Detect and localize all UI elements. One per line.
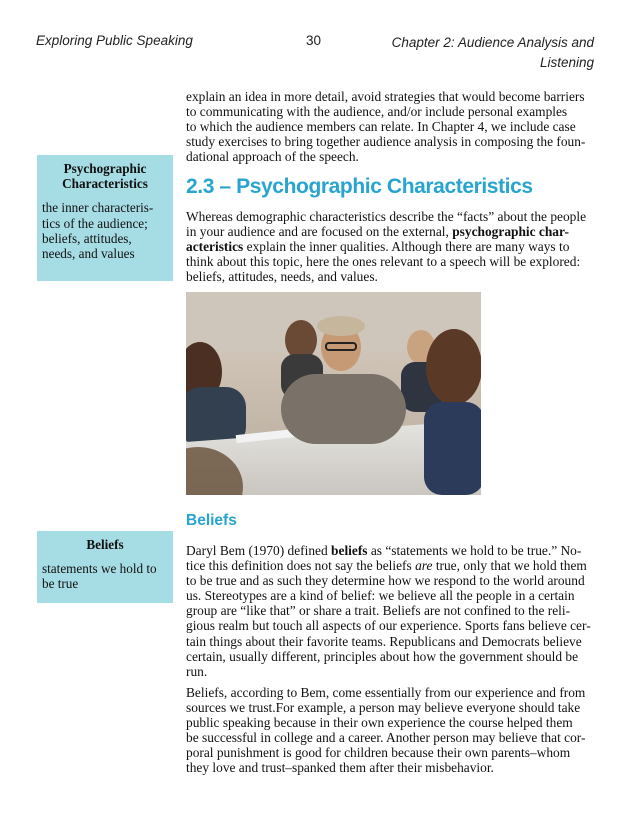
running-header-chapter: [374, 33, 594, 73]
classroom-photo: [186, 292, 481, 495]
text-span: in your audience and are focused on the external,: [186, 224, 449, 240]
text-line: explain an idea in more detail, avoid strategies that would become barriers: [186, 89, 585, 104]
text-line: [186, 239, 594, 254]
section-heading: 2.3 – Psychographic Characteristics: [186, 175, 533, 198]
running-header-book-title: Exploring Public Speaking: [36, 33, 193, 48]
sidebar-definition: [42, 200, 168, 261]
text-span: Daryl Bem (1970) defined: [186, 543, 328, 558]
italic-word: are: [415, 558, 433, 574]
text-line: dational approach of the speech.: [186, 149, 359, 165]
chapter-line-1: Chapter 2: Audience Analysis and: [391, 35, 594, 50]
text-line: group are “like that” or share a trait. Beliefs are not confined to the reli-: [186, 603, 571, 619]
page-number: 30: [306, 33, 322, 48]
text-line: sources we trust.For example, a person may believe everyone should take: [186, 700, 581, 716]
text-line: poral punishment is good for children because their own parents–whom: [186, 745, 571, 761]
text-line: run.: [186, 663, 208, 679]
text-line: to which the audience members can relate. In Chapter 4, we include case: [186, 119, 576, 135]
beliefs-paragraph-1: [186, 543, 594, 679]
text-line: they love and trust–spanked them after their misbehavior.: [186, 760, 494, 776]
text-span: explain the inner qualities. Although there are many ways to: [246, 239, 570, 255]
text-line: us. Stereotypes are a kind of belief: we believe all the people in a certain: [186, 588, 575, 604]
def-line: beliefs, attitudes,: [42, 230, 132, 246]
def-line: the inner characteris-: [42, 200, 154, 216]
def-line: statements we hold to: [42, 561, 157, 577]
sidebar-term-line: Psychographic: [63, 161, 147, 176]
text-line: certain, usually different, principles about how the government should be: [186, 648, 579, 664]
sidebar-definition: [42, 561, 168, 591]
text-line: think about this topic, here the ones relevant to a speech will be explored:: [186, 254, 581, 270]
sidebar-definition-psychographic: [37, 155, 173, 281]
bold-term: psychographic char-: [452, 224, 569, 240]
subsection-heading-beliefs: Beliefs: [186, 512, 237, 529]
beliefs-paragraph-2: [186, 685, 594, 776]
intro-paragraph: [186, 89, 594, 164]
text-line: be successful in college and a career. Another person may believe that cor-: [186, 730, 586, 746]
text-line: [186, 224, 594, 239]
text-line: Beliefs, according to Bem, come essentially from our experience and from: [186, 685, 586, 700]
text-line: to communicating with the audience, and/or include personal examples: [186, 104, 568, 120]
text-line: tain things about their favorite teams. Republicans and Democrats believe: [186, 633, 582, 649]
bold-term: beliefs: [331, 543, 368, 558]
text-line: to be true and as such they determine how we respond to the world around: [186, 573, 585, 589]
bold-term: acteristics: [186, 239, 244, 255]
text-line: Whereas demographic characteristics describe the “facts” about the people: [186, 209, 587, 224]
text-line: public speaking because in their own experience the course helped them: [186, 715, 573, 731]
text-line: [186, 558, 594, 573]
sidebar-term: [42, 161, 168, 191]
psychographic-paragraph: [186, 209, 594, 284]
text-line: beliefs, attitudes, needs, and values.: [186, 269, 378, 285]
text-line: gious realm but touch all aspects of our experience. Sports fans believe cer-: [186, 618, 591, 634]
text-line: [186, 543, 594, 558]
def-line: tics of the audience;: [42, 215, 148, 231]
text-span: true, only that we hold them: [435, 558, 587, 574]
text-span: tice this definition does not say the beliefs: [186, 558, 412, 574]
text-line: study exercises to bring together audience analysis in composing the foun-: [186, 134, 586, 150]
sidebar-definition-beliefs: [37, 531, 173, 603]
chapter-line-2: Listening: [539, 55, 594, 70]
text-span: as “statements we hold to be true.” No-: [370, 543, 582, 558]
def-line: be true: [42, 576, 79, 592]
def-line: needs, and values: [42, 246, 135, 262]
sidebar-term: Beliefs: [86, 537, 124, 552]
sidebar-term-line: Characteristics: [62, 176, 148, 192]
